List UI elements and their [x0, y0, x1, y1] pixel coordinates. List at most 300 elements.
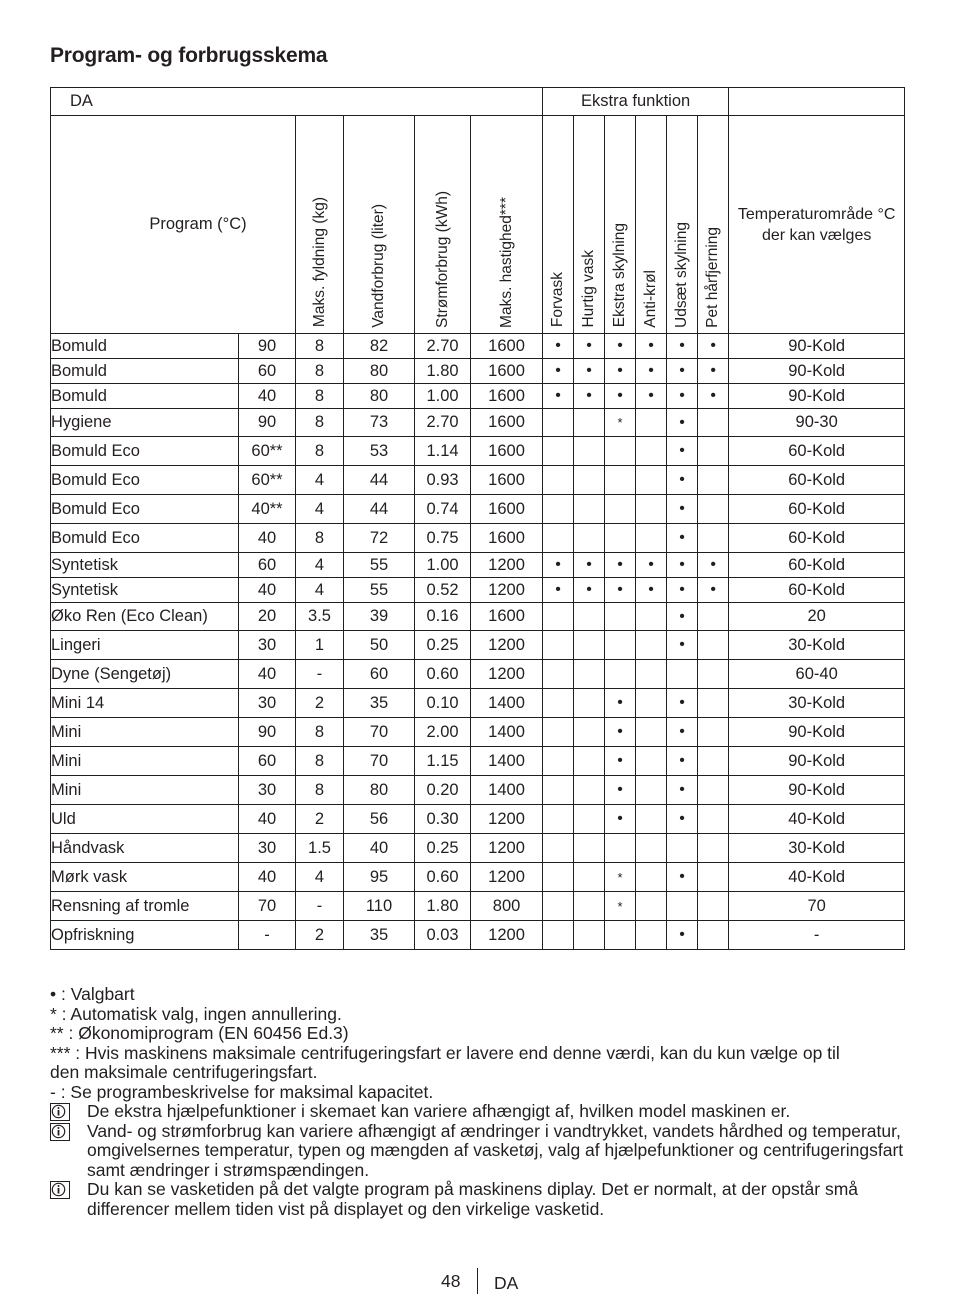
value-cell: 82 — [344, 334, 415, 359]
value-cell: 8 — [296, 747, 344, 776]
extra-function-cell — [698, 689, 729, 718]
extra-function-cell — [698, 805, 729, 834]
program-temp-cell: 40 — [239, 863, 296, 892]
extra-function-cell — [698, 466, 729, 495]
extra-function-cell: • — [667, 384, 698, 409]
value-cell: 1400 — [471, 689, 543, 718]
header-energy: Strømforbrug (kWh) — [415, 116, 471, 334]
extra-function-cell — [574, 921, 605, 950]
extra-function-cell — [636, 524, 667, 553]
extra-function-cell — [543, 466, 574, 495]
extra-function-cell — [543, 805, 574, 834]
value-cell: 4 — [296, 553, 344, 578]
extra-function-cell: • — [605, 689, 636, 718]
extra-function-cell — [698, 495, 729, 524]
program-name-cell: Bomuld Eco — [51, 466, 239, 495]
extra-function-header: Ekstra funktion — [543, 88, 729, 116]
extra-function-cell: • — [667, 805, 698, 834]
value-cell: 8 — [296, 718, 344, 747]
extra-function-cell — [698, 718, 729, 747]
value-cell: 3.5 — [296, 603, 344, 631]
extra-function-cell: • — [543, 578, 574, 603]
extra-function-cell: • — [636, 359, 667, 384]
extra-function-cell: • — [636, 384, 667, 409]
value-cell: 53 — [344, 437, 415, 466]
value-cell: 0.75 — [415, 524, 471, 553]
program-name-cell: Bomuld Eco — [51, 437, 239, 466]
extra-function-cell: • — [605, 334, 636, 359]
value-cell: 1600 — [471, 524, 543, 553]
extra-function-cell: • — [667, 437, 698, 466]
extra-function-cell: • — [667, 747, 698, 776]
value-cell: 50 — [344, 631, 415, 660]
program-temp-cell: 60 — [239, 553, 296, 578]
table-row — [51, 495, 905, 524]
program-temp-cell: 60** — [239, 466, 296, 495]
legend-bullet: • : Valgbart — [50, 984, 135, 1004]
extra-function-cell — [543, 834, 574, 863]
program-temp-cell: - — [239, 921, 296, 950]
legend-star3-line2: den maksimale centrifugeringsfart. — [50, 1062, 318, 1082]
extra-function-cell — [574, 524, 605, 553]
extra-function-cell — [543, 892, 574, 921]
extra-function-cell: • — [636, 553, 667, 578]
program-name-cell: Bomuld — [51, 359, 239, 384]
legend-star3-line1: *** : Hvis maskinens maksimale centrifugeringsfart er lavere end denne værdi, kan du kun vælge op til — [50, 1042, 840, 1063]
extra-function-cell — [543, 921, 574, 950]
extra-function-cell: • — [605, 578, 636, 603]
value-cell: 39 — [344, 603, 415, 631]
program-name-cell: Uld — [51, 805, 239, 834]
table-row — [51, 776, 905, 805]
table-row — [51, 689, 905, 718]
temperature-range-cell: 90-Kold — [729, 747, 905, 776]
extra-function-cell: • — [667, 718, 698, 747]
program-temp-cell: 90 — [239, 409, 296, 437]
value-cell: 60 — [344, 660, 415, 689]
program-name-cell: Lingeri — [51, 631, 239, 660]
value-cell: 1600 — [471, 495, 543, 524]
value-cell: 1600 — [471, 334, 543, 359]
value-cell: 1600 — [471, 384, 543, 409]
header-extra-rinse: Ekstra skylning — [605, 116, 636, 334]
extra-function-cell: • — [667, 863, 698, 892]
extra-function-cell — [543, 718, 574, 747]
extra-function-cell — [543, 776, 574, 805]
program-temp-cell: 40 — [239, 805, 296, 834]
value-cell: 1600 — [471, 603, 543, 631]
program-temp-cell: 30 — [239, 834, 296, 863]
temperature-range-cell: 60-Kold — [729, 524, 905, 553]
extra-function-cell — [543, 747, 574, 776]
header-prewash: Forvask — [543, 116, 574, 334]
value-cell: 1400 — [471, 718, 543, 747]
extra-function-cell: • — [698, 334, 729, 359]
extra-function-cell: • — [667, 334, 698, 359]
value-cell: 1200 — [471, 863, 543, 892]
extra-function-cell — [574, 495, 605, 524]
program-name-cell: Mini — [51, 747, 239, 776]
value-cell: 0.52 — [415, 578, 471, 603]
value-cell: - — [296, 892, 344, 921]
table-row — [51, 834, 905, 863]
value-cell: 0.25 — [415, 631, 471, 660]
extra-function-cell: • — [605, 553, 636, 578]
table-row — [51, 437, 905, 466]
program-temp-cell: 60** — [239, 437, 296, 466]
program-temp-cell: 40** — [239, 495, 296, 524]
extra-function-cell — [574, 805, 605, 834]
table-top-row — [51, 88, 905, 116]
header-temperature-range: Temperaturområde °C der kan vælges — [729, 116, 905, 334]
extra-function-cell: • — [667, 495, 698, 524]
extra-function-cell: • — [636, 578, 667, 603]
value-cell: 44 — [344, 495, 415, 524]
program-temp-cell: 30 — [239, 776, 296, 805]
extra-function-cell — [574, 631, 605, 660]
value-cell: 1600 — [471, 466, 543, 495]
value-cell: 70 — [344, 718, 415, 747]
extra-function-cell — [574, 689, 605, 718]
table-row — [51, 409, 905, 437]
temperature-range-cell: 60-Kold — [729, 466, 905, 495]
extra-function-cell — [543, 603, 574, 631]
extra-function-cell: • — [574, 384, 605, 409]
program-name-cell: Bomuld — [51, 384, 239, 409]
value-cell: 55 — [344, 578, 415, 603]
value-cell: 8 — [296, 334, 344, 359]
table-row — [51, 578, 905, 603]
extra-function-cell — [605, 603, 636, 631]
value-cell: 4 — [296, 863, 344, 892]
value-cell: 0.10 — [415, 689, 471, 718]
extra-function-cell: • — [667, 409, 698, 437]
extra-function-cell — [698, 409, 729, 437]
extra-function-cell: • — [605, 747, 636, 776]
value-cell: 95 — [344, 863, 415, 892]
extra-function-cell: • — [667, 689, 698, 718]
value-cell: 72 — [344, 524, 415, 553]
temperature-range-cell: 90-Kold — [729, 776, 905, 805]
value-cell: 1.14 — [415, 437, 471, 466]
info-note-3 — [50, 1180, 910, 1219]
extra-function-cell: • — [667, 921, 698, 950]
extra-function-cell — [698, 631, 729, 660]
value-cell: 2.70 — [415, 334, 471, 359]
extra-function-cell: • — [667, 776, 698, 805]
temperature-range-cell: 60-Kold — [729, 437, 905, 466]
extra-function-cell — [636, 409, 667, 437]
program-name-cell: Syntetisk — [51, 578, 239, 603]
value-cell: 8 — [296, 776, 344, 805]
program-temp-cell: 60 — [239, 747, 296, 776]
legend-dash: - : Se programbeskrivelse for maksimal kapacitet. — [50, 1081, 434, 1102]
extra-function-cell — [605, 834, 636, 863]
value-cell: 0.03 — [415, 921, 471, 950]
extra-function-cell: • — [667, 631, 698, 660]
extra-function-cell — [574, 776, 605, 805]
program-temp-cell: 60 — [239, 359, 296, 384]
program-temp-cell: 30 — [239, 631, 296, 660]
extra-function-cell — [667, 660, 698, 689]
extra-function-cell: • — [698, 578, 729, 603]
program-name-cell: Mini — [51, 718, 239, 747]
temperature-range-cell: 70 — [729, 892, 905, 921]
extra-function-cell — [636, 863, 667, 892]
value-cell: - — [296, 660, 344, 689]
value-cell: 1200 — [471, 805, 543, 834]
extra-function-cell — [636, 660, 667, 689]
extra-function-cell — [698, 603, 729, 631]
extra-function-cell: • — [543, 334, 574, 359]
program-name-cell: Øko Ren (Eco Clean) — [51, 603, 239, 631]
temperature-range-cell: 90-Kold — [729, 334, 905, 359]
extra-function-cell — [636, 495, 667, 524]
value-cell: 0.20 — [415, 776, 471, 805]
value-cell: 8 — [296, 409, 344, 437]
program-name-cell: Bomuld Eco — [51, 495, 239, 524]
temperature-range-cell: 30-Kold — [729, 834, 905, 863]
program-temp-cell: 40 — [239, 384, 296, 409]
extra-function-cell — [605, 495, 636, 524]
temperature-range-cell: 60-Kold — [729, 495, 905, 524]
program-temp-cell: 90 — [239, 718, 296, 747]
extra-function-cell — [574, 863, 605, 892]
program-name-cell: Opfriskning — [51, 921, 239, 950]
extra-function-cell: • — [574, 553, 605, 578]
value-cell: 55 — [344, 553, 415, 578]
table-row — [51, 747, 905, 776]
value-cell: 0.60 — [415, 660, 471, 689]
value-cell: 2.00 — [415, 718, 471, 747]
program-temp-cell: 20 — [239, 603, 296, 631]
header-anti-crease: Anti-krøl — [636, 116, 667, 334]
value-cell: 0.16 — [415, 603, 471, 631]
table-row — [51, 359, 905, 384]
value-cell: 35 — [344, 689, 415, 718]
table-row — [51, 334, 905, 359]
extra-function-cell — [605, 437, 636, 466]
value-cell: 1.15 — [415, 747, 471, 776]
extra-function-cell: • — [698, 384, 729, 409]
temperature-range-cell: 40-Kold — [729, 805, 905, 834]
value-cell: 0.74 — [415, 495, 471, 524]
extra-function-cell — [543, 631, 574, 660]
extra-function-cell — [636, 603, 667, 631]
table-row — [51, 660, 905, 689]
temperature-range-cell: - — [729, 921, 905, 950]
program-temp-cell: 90 — [239, 334, 296, 359]
extra-function-cell — [574, 466, 605, 495]
program-name-cell: Hygiene — [51, 409, 239, 437]
program-temp-cell: 40 — [239, 578, 296, 603]
temperature-range-cell: 20 — [729, 603, 905, 631]
value-cell: 8 — [296, 384, 344, 409]
extra-function-cell — [698, 863, 729, 892]
extra-function-cell: • — [574, 334, 605, 359]
value-cell: 1600 — [471, 437, 543, 466]
value-cell: 1.5 — [296, 834, 344, 863]
temperature-range-cell: 30-Kold — [729, 689, 905, 718]
table-row — [51, 466, 905, 495]
extra-function-cell: • — [667, 578, 698, 603]
value-cell: 2 — [296, 689, 344, 718]
temperature-range-cell: 60-Kold — [729, 578, 905, 603]
value-cell: 8 — [296, 359, 344, 384]
extra-function-cell — [636, 747, 667, 776]
extra-function-cell — [636, 892, 667, 921]
extra-function-cell — [605, 466, 636, 495]
extra-function-cell — [667, 892, 698, 921]
program-name-cell: Mørk vask — [51, 863, 239, 892]
extra-function-cell — [636, 921, 667, 950]
extra-function-cell — [698, 660, 729, 689]
value-cell: 1200 — [471, 921, 543, 950]
extra-function-cell — [636, 631, 667, 660]
extra-function-cell — [698, 437, 729, 466]
extra-function-cell: * — [605, 863, 636, 892]
program-table — [50, 87, 905, 950]
temperature-range-cell: 90-Kold — [729, 384, 905, 409]
program-name-cell: Mini 14 — [51, 689, 239, 718]
legend-star1: * : Automatisk valg, ingen annullering. — [50, 1003, 342, 1024]
program-name-cell: Mini — [51, 776, 239, 805]
extra-function-cell: • — [543, 553, 574, 578]
value-cell: 35 — [344, 921, 415, 950]
extra-function-cell — [698, 892, 729, 921]
extra-function-cell: • — [605, 384, 636, 409]
extra-function-cell — [574, 834, 605, 863]
table-row — [51, 384, 905, 409]
extra-function-cell: • — [667, 524, 698, 553]
value-cell: 2 — [296, 805, 344, 834]
extra-function-cell: • — [667, 553, 698, 578]
extra-function-cell — [698, 524, 729, 553]
value-cell: 8 — [296, 524, 344, 553]
value-cell: 1200 — [471, 553, 543, 578]
extra-function-cell — [636, 718, 667, 747]
extra-function-cell — [543, 409, 574, 437]
table-row — [51, 631, 905, 660]
info-icon — [50, 1123, 70, 1141]
program-name-cell: Håndvask — [51, 834, 239, 863]
value-cell: 110 — [344, 892, 415, 921]
extra-function-cell — [574, 437, 605, 466]
table-row — [51, 553, 905, 578]
extra-function-cell: • — [605, 359, 636, 384]
extra-function-cell: • — [574, 359, 605, 384]
value-cell: 1600 — [471, 409, 543, 437]
extra-function-cell — [543, 863, 574, 892]
info-note-2 — [50, 1122, 910, 1181]
extra-function-cell — [698, 921, 729, 950]
info-note-1 — [50, 1102, 910, 1122]
value-cell: 1200 — [471, 660, 543, 689]
value-cell: 2.70 — [415, 409, 471, 437]
header-max-load: Maks. fyldning (kg) — [296, 116, 344, 334]
value-cell: 1 — [296, 631, 344, 660]
temperature-range-cell: 90-Kold — [729, 359, 905, 384]
value-cell: 80 — [344, 776, 415, 805]
value-cell: 4 — [296, 495, 344, 524]
extra-function-cell — [636, 437, 667, 466]
value-cell: 4 — [296, 578, 344, 603]
empty-header-cell — [729, 88, 905, 116]
extra-function-cell: • — [698, 553, 729, 578]
value-cell: 2 — [296, 921, 344, 950]
extra-function-cell — [543, 524, 574, 553]
header-pet-hair: Pet hårfjerning — [698, 116, 729, 334]
table-row — [51, 805, 905, 834]
extra-function-cell — [605, 660, 636, 689]
page-footer — [0, 1268, 954, 1298]
extra-function-cell — [698, 776, 729, 805]
extra-function-cell — [636, 805, 667, 834]
extra-function-cell — [574, 660, 605, 689]
temperature-range-cell: 90-30 — [729, 409, 905, 437]
temperature-range-cell: 40-Kold — [729, 863, 905, 892]
value-cell: 44 — [344, 466, 415, 495]
extra-function-cell — [698, 747, 729, 776]
extra-function-cell — [636, 689, 667, 718]
extra-function-cell — [574, 718, 605, 747]
table-row — [51, 718, 905, 747]
value-cell: 1400 — [471, 747, 543, 776]
extra-function-cell — [543, 689, 574, 718]
extra-function-cell: • — [667, 359, 698, 384]
value-cell: 1.00 — [415, 553, 471, 578]
extra-function-cell: • — [605, 805, 636, 834]
temperature-range-cell: 90-Kold — [729, 718, 905, 747]
extra-function-cell: • — [605, 718, 636, 747]
value-cell: 8 — [296, 437, 344, 466]
program-name-cell: Rensning af tromle — [51, 892, 239, 921]
value-cell: 1200 — [471, 834, 543, 863]
program-temp-cell: 30 — [239, 689, 296, 718]
value-cell: 80 — [344, 384, 415, 409]
extra-function-cell: * — [605, 409, 636, 437]
extra-function-cell: • — [667, 603, 698, 631]
extra-function-cell — [543, 495, 574, 524]
extra-function-cell — [636, 834, 667, 863]
value-cell: 1600 — [471, 359, 543, 384]
extra-function-cell — [605, 631, 636, 660]
value-cell: 0.25 — [415, 834, 471, 863]
value-cell: 1.80 — [415, 359, 471, 384]
value-cell: 80 — [344, 359, 415, 384]
lang-label: DA — [51, 88, 543, 116]
table-row — [51, 603, 905, 631]
extra-function-cell — [574, 892, 605, 921]
legend — [50, 985, 910, 1219]
program-header: Program (°C) — [51, 116, 296, 334]
header-water: Vandforbrug (liter) — [344, 116, 415, 334]
extra-function-cell — [636, 776, 667, 805]
temperature-range-cell: 30-Kold — [729, 631, 905, 660]
value-cell: 0.30 — [415, 805, 471, 834]
value-cell: 1.00 — [415, 384, 471, 409]
info-note-3-text: Du kan se vasketiden på det valgte program på maskinens diplay. Det er normalt, at der opstår små differencer mellem tiden vist på displayet og den virkelige vasketid. — [87, 1179, 859, 1219]
value-cell: 800 — [471, 892, 543, 921]
info-note-1-text: De ekstra hjælpefunktioner i skemaet kan variere afhængigt af, hvilken model maskinen er. — [87, 1101, 791, 1121]
extra-function-cell — [667, 834, 698, 863]
extra-function-cell — [574, 747, 605, 776]
table-row — [51, 921, 905, 950]
temperature-range-cell: 60-Kold — [729, 553, 905, 578]
extra-function-cell: • — [543, 384, 574, 409]
extra-function-cell: • — [574, 578, 605, 603]
extra-function-cell: • — [667, 466, 698, 495]
